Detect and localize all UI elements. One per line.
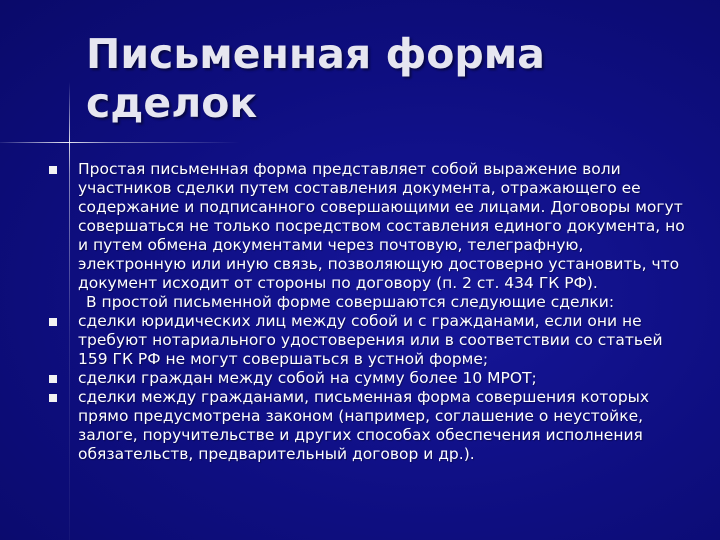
bullet-text: сделки граждан между собой на сумму более 10 МРОТ; (78, 369, 537, 387)
decorative-horizontal-line (0, 142, 240, 143)
bullet-text: сделки юридических лиц между собой и с гражданами, если они не требуют нотариального удостоверения или в соответствии со статьей 159 ГК РФ не могут совершаться в устной форме; (78, 312, 663, 368)
square-bullet-icon (49, 318, 57, 326)
intro-paragraph: В простой письменной форме совершаются следующие сделки: (86, 293, 615, 311)
square-bullet-icon (49, 394, 57, 402)
slide-body (0, 160, 720, 464)
square-bullet-icon (49, 375, 57, 383)
bullet-item (0, 388, 690, 464)
bullet-text: сделки между гражданами, письменная форма совершения которых прямо предусмотрена законом (например, соглашение о неустойке, залоге, поручительстве и других способах обеспечения исполнения обязательств, предварительный договор и др.). (78, 388, 650, 463)
slide-title: Письменная форма сделок (86, 30, 545, 127)
bullet-item (0, 369, 690, 388)
bullet-item (0, 160, 690, 293)
bullet-item (0, 312, 690, 369)
square-bullet-icon (49, 166, 57, 174)
bullet-text: Простая письменная форма представляет собой выражение воли участников сделки путем составления документа, отражающего ее содержание и подписанного совершающими ее лицами. Договоры могут совершаться не только посредством составления единого документа, но и путем обмена документами через почтовую, телеграфную, электронную или иную связь, позволяющую достоверно установить, что документ исходит от стороны по договору (п. 2 ст. 434 ГК РФ). (78, 160, 685, 292)
